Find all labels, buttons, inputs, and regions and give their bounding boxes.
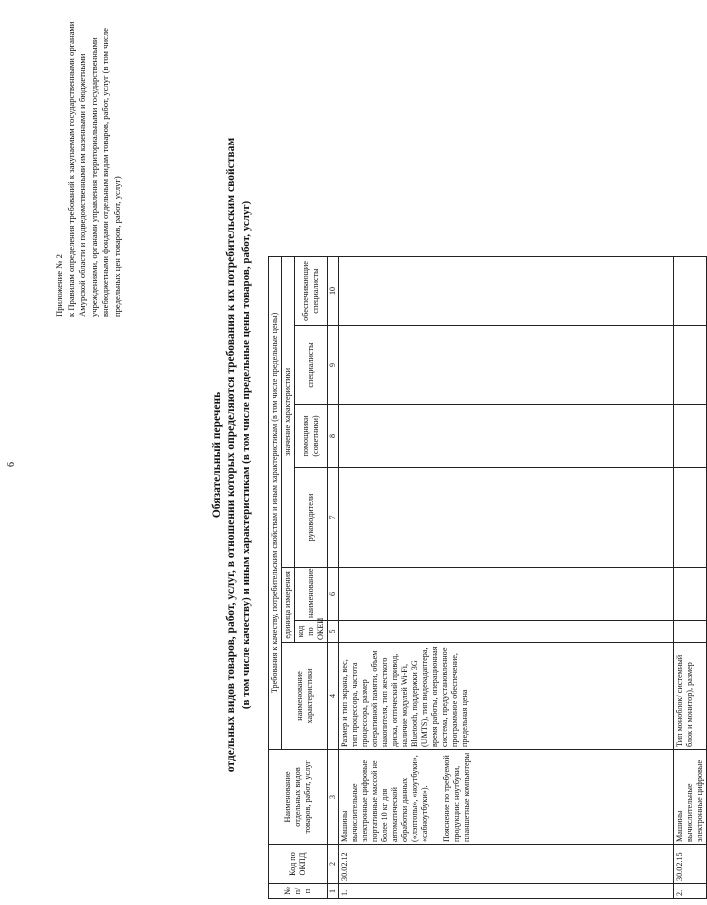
document-title [210,85,253,825]
appendix-reference: к Правилам определения требований к закупаемым государственными органами Амурской области и подведомственными им казенными и бюджетными учреждениями, органами управления территориальными государственными внебюджетными фондами отдельным видам товаров, работ, услуг (в том числе предельных цен товаров, работ, услуг) [65,21,122,317]
row-number: 2. [674,884,707,899]
header-okpd: Код по ОКПД [269,845,328,884]
header-no: № п/п [269,884,328,899]
header-managers: руководители [295,468,328,568]
title-line-3: (в том числе качеству) и иным характеристикам (в том числе предельные цены товаров, работ, услуг) [240,200,252,710]
row-product-name [339,750,674,845]
header-char-name: наименование характеристики [282,643,328,750]
appendix-note [54,17,123,317]
row-managers-value [674,468,707,568]
row-assistants-value [339,405,674,468]
requirements-table [268,256,707,899]
page-number: 6 [6,462,17,467]
column-number: 9 [328,326,339,405]
row-okpd-code: 30.02.15 [674,845,707,884]
column-number: 8 [328,405,339,468]
column-number: 5 [328,621,339,643]
row-characteristics: Размер и тип экрана, вес, тип процессора, частота процессора, размер оперативной памяти, объем накопителя, тип жесткого диска, оптический привод, наличие модулей Wi-Fi, Bluetooth, поддержки 3G (UMTS), тип видеоадаптера, время работы, операционная система, предустановленное программное обеспечение, предельная цена [339,643,674,750]
column-number: 3 [328,750,339,845]
table-row [674,256,707,898]
row-assistants-value [674,405,707,468]
column-number: 7 [328,468,339,568]
header-name: Наименование отдельных видов товаров, работ, услуг [269,750,328,845]
row-number: 1. [339,884,674,899]
appendix-number: Приложение № 2 [54,254,64,317]
product-name-text: Машины вычислительные электронные цифровые портативные массой не более 10 кг для автоматической обработки данных («лэптопы», «ноутбуки», «сабноутбуки»). [340,755,429,842]
column-number: 10 [328,256,339,325]
row-okpd-code: 30.02.12 [339,845,674,884]
table-row [339,256,674,898]
column-numbers-row [328,256,339,898]
title-line-2: отдельных видов товаров, работ, услуг, в отношении которых определяются требования к их потребительским свойствам [225,137,237,773]
header-okei: код по ОКЕИ [295,621,328,643]
header-unit-name: наименование [295,568,328,621]
row-specialists-value [339,326,674,405]
row-product-name: Машины вычислительные электронные цифровые [674,750,707,845]
row-okei [339,621,674,643]
header-value: значение характеристики [282,256,295,567]
product-explanation-text: Пояснение по требуемой продукции: ноутбуки, планшетные компьютеры [442,752,471,842]
row-characteristics: Тип моноблок/ системный блок и монитор), размер [674,643,707,750]
column-number: 2 [328,845,339,884]
header-support-specialists: обеспечивающие специалисты [295,256,328,325]
row-unit-name [339,568,674,621]
row-okei [674,621,707,643]
header-assistants: помощники (советники) [295,405,328,468]
row-support-value [674,256,707,325]
row-managers-value [339,468,674,568]
header-specialists: специалисты [295,326,328,405]
row-unit-name [674,568,707,621]
header-requirements: Требования к качеству, потребительским свойствам и иным характеристикам (в том числе предельные цены) [269,256,282,749]
row-specialists-value [674,326,707,405]
column-number: 1 [328,884,339,899]
title-line-1: Обязательный перечень [211,391,223,519]
row-support-value [339,256,674,325]
column-number: 4 [328,643,339,750]
column-number: 6 [328,568,339,621]
header-unit: единица измерения [282,568,295,643]
